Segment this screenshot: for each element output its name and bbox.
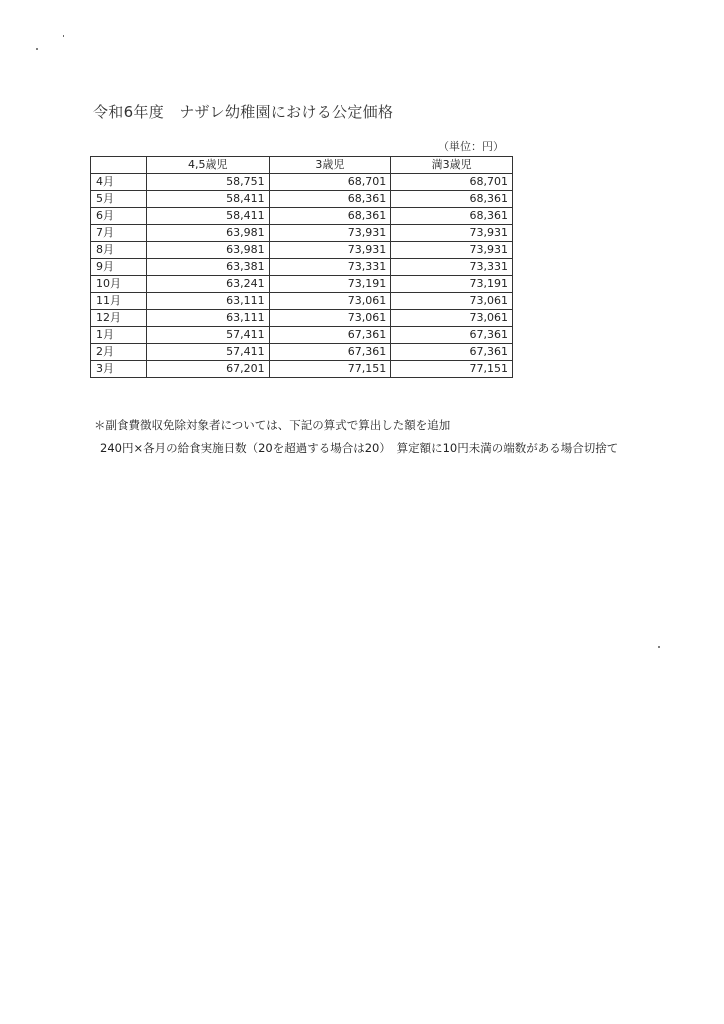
price-cell: 73,331 [269,259,391,276]
price-cell: 73,061 [391,310,513,327]
price-cell: 73,931 [269,242,391,259]
price-cell: 67,361 [269,327,391,344]
table-row [91,344,513,361]
price-cell: 57,411 [146,344,269,361]
price-cell: 77,151 [391,361,513,378]
month-cell: 1月 [91,327,147,344]
price-cell: 58,411 [146,208,269,225]
footnote-line-1: ＊副食費徴収免除対象者については、下記の算式で算出した額を追加 [94,418,451,432]
table-row [91,293,513,310]
scan-speck [63,35,64,37]
unit-label: （単位：円） [438,140,504,153]
month-cell: 11月 [91,293,147,310]
scan-speck [36,48,38,50]
column-header [91,157,147,174]
price-cell: 73,061 [269,310,391,327]
month-cell: 6月 [91,208,147,225]
price-table [90,156,513,378]
month-cell: 8月 [91,242,147,259]
month-cell: 5月 [91,191,147,208]
price-cell: 63,111 [146,293,269,310]
price-cell: 68,361 [391,208,513,225]
price-cell: 67,361 [391,327,513,344]
footnote-line-2: 240円×各月の給食実施日数（20を超過する場合は20） 算定額に10円未満の端数がある場合切捨て [100,441,619,455]
price-cell: 68,361 [269,191,391,208]
table-row [91,174,513,191]
table-row [91,259,513,276]
table-row [91,208,513,225]
table-row [91,242,513,259]
price-cell: 68,361 [269,208,391,225]
price-cell: 68,361 [391,191,513,208]
price-cell: 63,111 [146,310,269,327]
price-cell: 63,981 [146,225,269,242]
price-cell: 68,701 [269,174,391,191]
price-cell: 73,191 [391,276,513,293]
month-cell: 9月 [91,259,147,276]
month-cell: 7月 [91,225,147,242]
price-cell: 73,191 [269,276,391,293]
table-row [91,276,513,293]
price-cell: 58,411 [146,191,269,208]
column-header: 3歳児 [269,157,391,174]
month-cell: 4月 [91,174,147,191]
month-cell: 2月 [91,344,147,361]
price-cell: 73,061 [391,293,513,310]
table-row [91,361,513,378]
table-row [91,327,513,344]
month-cell: 10月 [91,276,147,293]
table-row [91,191,513,208]
price-cell: 73,331 [391,259,513,276]
price-cell: 77,151 [269,361,391,378]
price-cell: 63,981 [146,242,269,259]
price-cell: 63,241 [146,276,269,293]
month-cell: 12月 [91,310,147,327]
price-cell: 73,931 [391,242,513,259]
price-cell: 68,701 [391,174,513,191]
scan-speck [658,646,660,648]
table-row [91,225,513,242]
price-cell: 63,381 [146,259,269,276]
price-cell: 73,931 [269,225,391,242]
month-cell: 3月 [91,361,147,378]
page-title: 令和6年度 ナザレ幼稚園における公定価格 [93,103,394,121]
price-cell: 67,361 [391,344,513,361]
table-header-row [91,157,513,174]
table-row [91,310,513,327]
price-cell: 73,061 [269,293,391,310]
price-cell: 73,931 [391,225,513,242]
column-header: 満3歳児 [391,157,513,174]
column-header: 4,5歳児 [146,157,269,174]
price-cell: 57,411 [146,327,269,344]
price-cell: 67,361 [269,344,391,361]
price-cell: 67,201 [146,361,269,378]
price-cell: 58,751 [146,174,269,191]
